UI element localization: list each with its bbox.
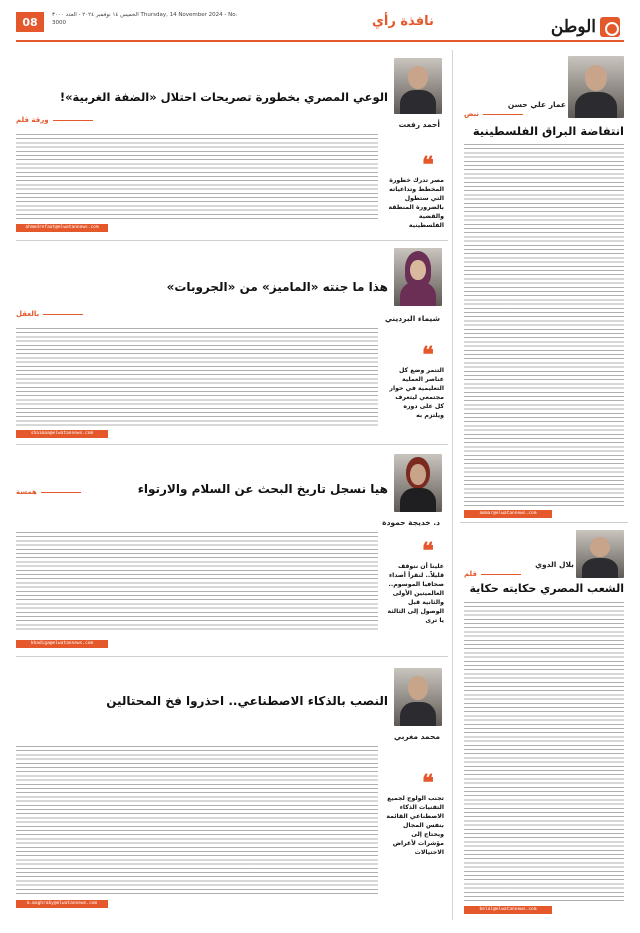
- pull-quote: التنمر وضع كل عناصر العملية التعليمية في حوار مجتمعي ليتعرف كل على دوره ويلتزم به: [389, 367, 444, 419]
- author-photo: [576, 530, 624, 578]
- headline[interactable]: الوعي المصري بخطورة تصريحات احتلال «الضفة الغربية»!: [59, 90, 388, 104]
- article-right-bottom[interactable]: [460, 526, 628, 920]
- headline[interactable]: الشعب المصري حكايته حكاية: [469, 582, 624, 595]
- pull-quote: مصر تدرك خطورة المخطط وتداعياته التي ستطول بالضرورة المنطقة والقضية الفلسطينية: [388, 177, 444, 229]
- headline[interactable]: هيا نسجل تاريخ البحث عن السلام والارتواء: [137, 482, 388, 496]
- author-name: محمد مغربي: [394, 732, 440, 741]
- pull-quote: تجنب الولوج لجميع التقنيات الذكاء الاصطناعي القائمة بنفس المجال ويحتاج إلى مؤشرات لأغراض الاحتيالات: [386, 795, 444, 856]
- article-kicker: قلم: [464, 570, 521, 578]
- divider: [16, 444, 448, 445]
- article-right-top[interactable]: [460, 48, 628, 518]
- article-body: [16, 134, 378, 222]
- quote-icon: ❝: [422, 152, 434, 178]
- author-photo: [394, 58, 442, 114]
- article-kicker: نبض: [464, 110, 523, 118]
- author-photo: [568, 56, 624, 118]
- newspaper-logo[interactable]: [520, 14, 620, 40]
- article-body: [16, 328, 378, 426]
- author-name: د. خديجة حمودة: [382, 518, 440, 527]
- article-4[interactable]: [16, 660, 448, 918]
- article-3[interactable]: [16, 448, 448, 652]
- logo-icon: [600, 17, 620, 37]
- logo-text: الوطن: [550, 17, 596, 37]
- article-kicker: ورقة قلم: [16, 116, 93, 124]
- headline[interactable]: النصب بالذكاء الاصطناعي.. احذروا فخ المحتالين: [106, 694, 388, 708]
- quote-icon: ❝: [422, 342, 434, 368]
- article-body: [464, 602, 624, 902]
- divider: [16, 240, 448, 241]
- article-body: [16, 746, 378, 896]
- quote-icon: ❝: [422, 538, 434, 564]
- date-line: الخميس ١٤ نوفمبر ٢٠٢٤ - العدد ٣٠٠٠ Thursday, 14 November 2024 - No. 3000: [52, 12, 238, 26]
- divider: [16, 656, 448, 657]
- author-email[interactable]: khadiga@elwatannews.com: [16, 640, 108, 648]
- divider: [460, 522, 628, 523]
- author-email[interactable]: ammar@elwatannews.com: [464, 510, 552, 518]
- page-number: 08: [16, 12, 44, 32]
- author-photo: [394, 248, 442, 306]
- author-photo: [394, 668, 442, 726]
- author-email[interactable]: belal@elwatannews.com: [464, 906, 552, 914]
- section-title: نافذة رأي: [372, 14, 434, 29]
- headline[interactable]: هذا ما جنته «الماميز» من «الجروبات»: [166, 280, 388, 294]
- author-photo: [394, 454, 442, 512]
- author-email[interactable]: ahmedrefaat@elwatannews.com: [16, 224, 108, 232]
- headline[interactable]: انتفاضة البراق الفلسطينية: [472, 124, 624, 138]
- header-rule: [16, 40, 624, 42]
- article-kicker: بالعقل: [16, 310, 83, 318]
- author-email[interactable]: shaimaa@elwatannews.com: [16, 430, 108, 438]
- author-name: بلال الدوي: [535, 560, 574, 569]
- column-divider: [452, 50, 453, 920]
- author-name: شيماء البرديني: [384, 314, 440, 323]
- quote-icon: ❝: [422, 770, 434, 796]
- article-body: [16, 532, 378, 632]
- pull-quote: علينا أن نتوقف قليلاً.. لنقرأ أصداء صحافيا الموسوم.. العالميتين الأولى والثانية قبل الوصول إلى الثالثة يا ترى: [387, 563, 444, 624]
- article-2[interactable]: [16, 244, 448, 440]
- article-1[interactable]: [16, 48, 448, 236]
- article-kicker: همسة: [16, 488, 81, 496]
- author-name: أحمد رفعت: [398, 120, 440, 129]
- author-name: عمار علي حسن: [507, 100, 566, 109]
- author-email[interactable]: m.maghraby@elwatannews.com: [16, 900, 108, 908]
- article-body: [464, 144, 624, 506]
